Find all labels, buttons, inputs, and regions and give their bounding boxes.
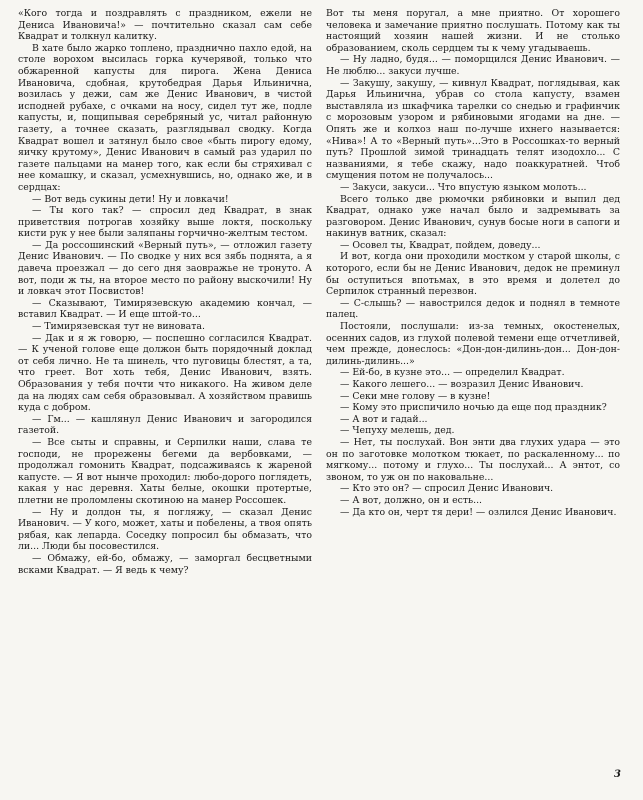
paragraph: — Сказывают, Тимирязевскую академию кончал, — вставил Квадрат. — И еще штой-то...: [18, 297, 312, 321]
paragraph: — Гм... — кашлянул Денис Иванович и загородился газетой.: [18, 413, 312, 437]
paragraph: — Ей-бо, в кузне это... — определил Квадрат.: [340, 367, 565, 379]
paragraph: — Ну ладно, будя... — поморщился Денис Иванович. — Не люблю... закуси лучше.: [326, 54, 620, 77]
left-column: [18, 8, 312, 576]
paragraph: — Осовел ты, Квадрат, пойдем, доведу...: [340, 239, 541, 251]
paragraph: — Секи мне голову — в кузне!: [340, 390, 491, 402]
paragraph: Постояли, послушали: из-за темных, окостенелых, осенних садов, из глухой полевой темени еще отчетливей, чем прежде, донеслось: «Дон-дон-дилинь-дон... Дон-дон-дилинь-дилинь...»: [326, 321, 620, 367]
paragraph: — Дак и я ж говорю, — поспешно согласился Квадрат. — К ученой голове еще должон быть порядочный доклад от себя лично. Не та шинель, что пуговицы блестят, а та, что греет. Вот хоть тебя, Денис Иванович, взять. Образования у тебя почти что никакого. На живом деле да на людях сам себя образовывал. А хозяйством правишь куда с добром.: [18, 332, 312, 414]
paragraph: — Закуси, закуси... Что впустую языком молоть...: [340, 181, 587, 193]
paragraph: И вот, когда они проходили мостком у старой школы, с которого, если бы не Денис Иванович, дедок не преминул бы оступиться впотьмах, в это время и долетел до Серпилок странный перезвон.: [326, 251, 620, 298]
paragraph: В хате было жарко топлено, празднично пахло едой, на столе ворохом высилась горка кучерявой, только что обжаренной капусты для пирога. Жена Дениса Ивановича, сдобная, крутобедрая Дарья Ильинична, возилась у дежи, сам же Денис Иванович, в чистой исподней рубахе, с очками на носу, сидел тут же, подле капусты, и, пощипывая серебряный ус, читал районную газету, а точнее сказать, разглядывал сводку. Когда Квадрат вошел и затянул было свое «быть пирогу едому, яичку крутому», Денис Иванович в самый раз ударил по газете пальцами на манер того, как если бы стряхивал с нее комашку, и сказал, усмехнувшись, но, однако же, и в сердцах:: [18, 42, 312, 193]
paragraph: — Нет, ты послухай. Вон энти два глухих удара — это он по заготовке молотком тюкает, по раскаленному... по мягкому... потому и глухо... Ты послухай... А энтот, со звоном, то уж он по наковальне...: [326, 436, 620, 483]
paragraph: — Тимирязевская тут не виновата.: [32, 321, 205, 333]
paragraph: Всего только две рюмочки рябиновки и выпил дед Квадрат, однако уже начал было и задремывать за разговором. Денис Иванович, сунув босые ноги в сапоги и накинув ватник, сказал:: [326, 193, 620, 240]
paragraph: — Да кто он, черт тя дери! — озлился Денис Иванович.: [340, 506, 617, 518]
paragraph: — Ну и долдон ты, я погляжу, — сказал Денис Иванович. — У кого, может, хаты и побелены, а твоя опять рябая, как лепарда. Соседку попросил бы обмазать, что ли... Люди бы посовестился.: [18, 506, 312, 553]
paragraph: — А вот, должно, он и есть...: [340, 494, 483, 506]
paragraph: — Обмажу, ей-бо, обмажу, — заморгал бесцветными всками Квадрат. — Я ведь к чему?: [18, 552, 312, 576]
paragraph: — Все сыты и справны, и Серпилки наши, слава те господи, не прорежены бегеми да вербовками, — продолжал гомонить Квадрат, подсаживаясь к жареной капусте. — Я вот нынче проходил: любо-дорого поглядеть, какая у нас деревня. Хаты белые, окошки протертые, плетни не проломлены скотиною на манер Россошек.: [18, 436, 312, 506]
paragraph: — Какого лешего... — возразил Денис Иванович.: [340, 379, 584, 390]
paragraph: — Вот ведь сукины дети! Ну и ловкачи!: [32, 193, 229, 205]
paragraph: — Ты кого так? — спросил дед Квадрат, в знак приветствия потрогав хозяйку выше локтя, поскольку кисти рук у нее были заляпаны горчично-желтым тестом.: [18, 205, 312, 240]
paragraph: — Чепуху мелешь, дед.: [340, 425, 455, 437]
right-column: [326, 8, 620, 518]
paragraph: «Кого тогда и поздравлять с праздником, ежели не Дениса Ивановича!» — почтительно сказал сам себе Квадрат и толкнул калитку.: [18, 8, 312, 43]
paragraph: — Да россошинский «Верный путь», — отложил газету Денис Иванович. — По сводке у них вся зябь поднята, а я давеча проезжал — до сего дня заовражье не тронуто. А вот, поди ж ты, на второе место по району выскочили! Ну и ловкач этот Посвистов!: [18, 239, 312, 298]
paragraph: Вот ты меня поругал, а мне приятно. От хорошего человека и замечание приятно послушать. Потому как ты настоящий хозяин нашей жизни. И не столько образованием, сколь сердцем ты к чему угадываешь.: [326, 8, 620, 54]
paragraph: — Закушу, закушу, — кивнул Квадрат, поглядывая, как Дарья Ильинична, убрав со стола капусту, взамен выставляла из шкафчика тарелки со снедью и графинчик с морозовым узором и рябиновыми ягодами на дне. — Опять же и колхоз наш по-лучше ихнего называется: «Нива»! А то «Верный путь»...Это в Россошках-то верный путь? Прошлой зимой тринадцать телят изодохло... С названиями, я тебе скажу, надо поаккуратней. Чтоб смущения потом не получалось...: [326, 77, 620, 182]
page-number: 3: [614, 769, 621, 780]
paragraph: — А вот и гадай...: [340, 413, 428, 425]
paragraph: — Кто это он? — спросил Денис Иванович.: [340, 483, 554, 495]
paragraph: — Кому это приспичило ночью да еще под праздник?: [340, 402, 607, 414]
paragraph: — С-слышь? — навострился дедок и поднял в темноте палец.: [326, 297, 620, 321]
